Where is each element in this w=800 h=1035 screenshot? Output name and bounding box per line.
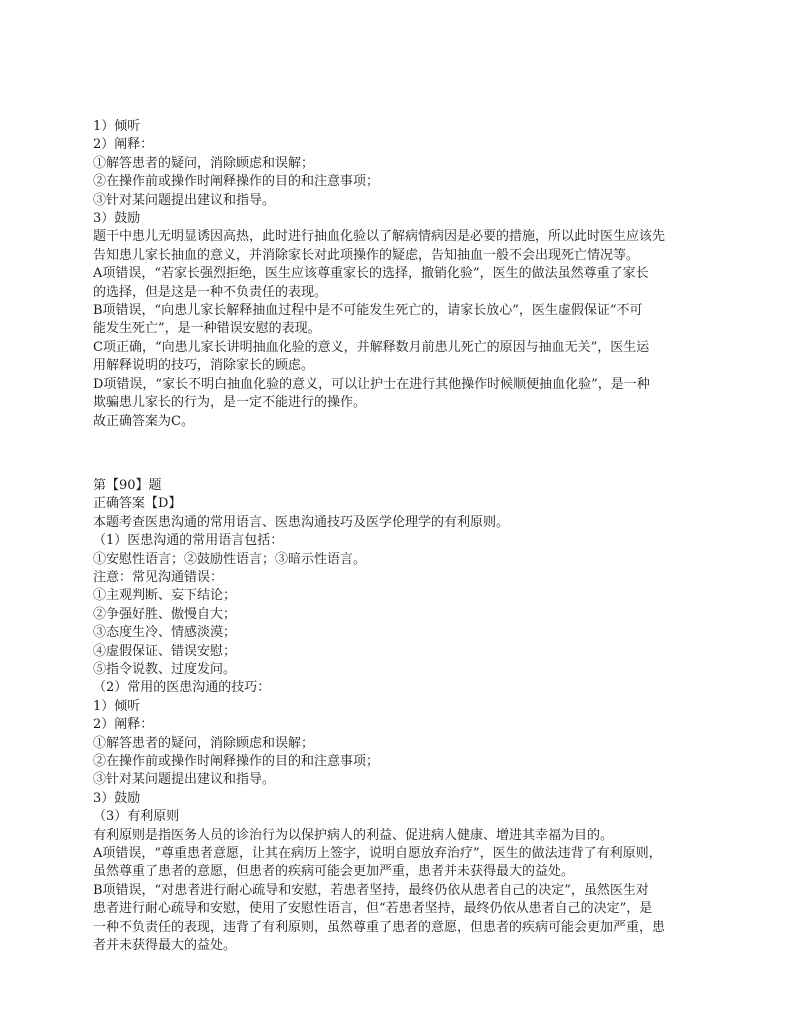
text-line: （2）常用的医患沟通的技巧： — [93, 680, 271, 696]
answer-line: 故正确答案为C。 — [93, 413, 194, 429]
text-line: ②在操作前或操作时阐释操作的目的和注意事项； — [93, 174, 380, 190]
text-line: B项错误，“对患者进行耐心疏导和安慰，若患者坚持，最终仍依从患者自己的决定”，虽然医生对 — [93, 882, 649, 898]
text-line: （3）有利原则 — [93, 809, 180, 825]
text-line: 有利原则是指医务人员的诊治行为以保护病人的利益、促进病人健康、增进其幸福为目的。 — [93, 827, 614, 843]
text-line: ②争强好胜、傲慢自大； — [93, 606, 237, 622]
document-page — [93, 118, 713, 955]
text-line: 2）阐释： — [93, 717, 154, 733]
section-explanation-89 — [93, 118, 713, 431]
text-line: ③态度生冷、情感淡漠； — [93, 625, 237, 641]
text-line: 1）倾听 — [93, 119, 141, 134]
text-line: 一种不负责任的表现，违背了有利原则，虽然尊重了患者的意愿，但患者的疾病可能会更加严重，患 — [93, 919, 666, 935]
text-line: ①解答患者的疑问，消除顾虑和误解； — [93, 735, 315, 751]
section-gap — [93, 431, 713, 477]
text-line: 题干中患儿无明显诱因高热，此时进行抽血化验以了解病情病因是必要的措施，所以此时医生应该先 — [93, 229, 666, 245]
text-line: 者并未获得最大的益处。 — [93, 938, 237, 954]
text-line: 本题考查医患沟通的常用语言、医患沟通技巧及医学伦理学的有利原则。 — [93, 514, 510, 530]
text-line: 3）鼓励 — [93, 790, 141, 806]
text-line: A项错误，“若家长强烈拒绝，医生应该尊重家长的选择，撤销化验”，医生的做法虽然尊重了家长 — [93, 266, 649, 282]
correct-answer: 正确答案【D】 — [93, 496, 182, 512]
question-number: 第【90】题 — [93, 477, 162, 493]
text-line: 1）倾听 — [93, 698, 141, 714]
text-line: 患者进行耐心疏导和安慰，使用了安慰性语言，但“若患者坚持，最终仍依从患者自己的决定”，是 — [93, 901, 653, 917]
text-line: ③针对某问题提出建议和指导。 — [93, 192, 276, 208]
text-line: ③针对某问题提出建议和指导。 — [93, 772, 276, 788]
text-line: ①安慰性语言；②鼓励性语言；③暗示性语言。 — [93, 551, 367, 567]
text-line: C项正确，“向患儿家长讲明抽血化验的意义，并解释数月前患儿死亡的原因与抽血无关”，医生运 — [93, 339, 650, 355]
text-line: ⑤指令说教、过度发问。 — [93, 661, 237, 677]
text-line: ④虚假保证、错误安慰； — [93, 643, 237, 659]
text-line: 能发生死亡”，是一种错误安慰的表现。 — [93, 321, 321, 337]
text-line: 欺骗患儿家长的行为，是一定不能进行的操作。 — [93, 395, 367, 411]
section-question-90 — [93, 477, 713, 956]
text-line: A项错误，“尊重患者意愿，让其在病历上签字，说明自愿放弃治疗”，医生的做法违背了有利原则， — [93, 846, 662, 862]
text-line: ①解答患者的疑问，消除顾虑和误解； — [93, 155, 315, 171]
text-line: 3）鼓励 — [93, 211, 141, 227]
text-line: D项错误，“家长不明白抽血化验的意义，可以让护士在进行其他操作时候顺便抽血化验”，是一种 — [93, 376, 650, 392]
text-line: 虽然尊重了患者的意愿，但患者的疾病可能会更加严重，患者并未获得最大的益处。 — [93, 864, 575, 880]
text-line: 告知患儿家长抽血的意义，并消除家长对此项操作的疑虑，告知抽血一般不会出现死亡情况等。 — [93, 247, 640, 263]
text-line: 的选择，但是这是一种不负责任的表现。 — [93, 284, 328, 300]
text-line: 2）阐释： — [93, 137, 154, 153]
text-line: B项错误，“向患儿家长解释抽血过程中是不可能发生死亡的，请家长放心”，医生虚假保证“不可 — [93, 303, 643, 319]
text-line: ①主观判断、妄下结论； — [93, 588, 237, 604]
text-line: 用解释说明的技巧，消除家长的顾虑。 — [93, 358, 315, 374]
text-line: 注意：常见沟通错误： — [93, 569, 224, 585]
text-line: ②在操作前或操作时阐释操作的目的和注意事项； — [93, 754, 380, 769]
text-line: （1）医患沟通的常用语言包括： — [93, 533, 284, 549]
